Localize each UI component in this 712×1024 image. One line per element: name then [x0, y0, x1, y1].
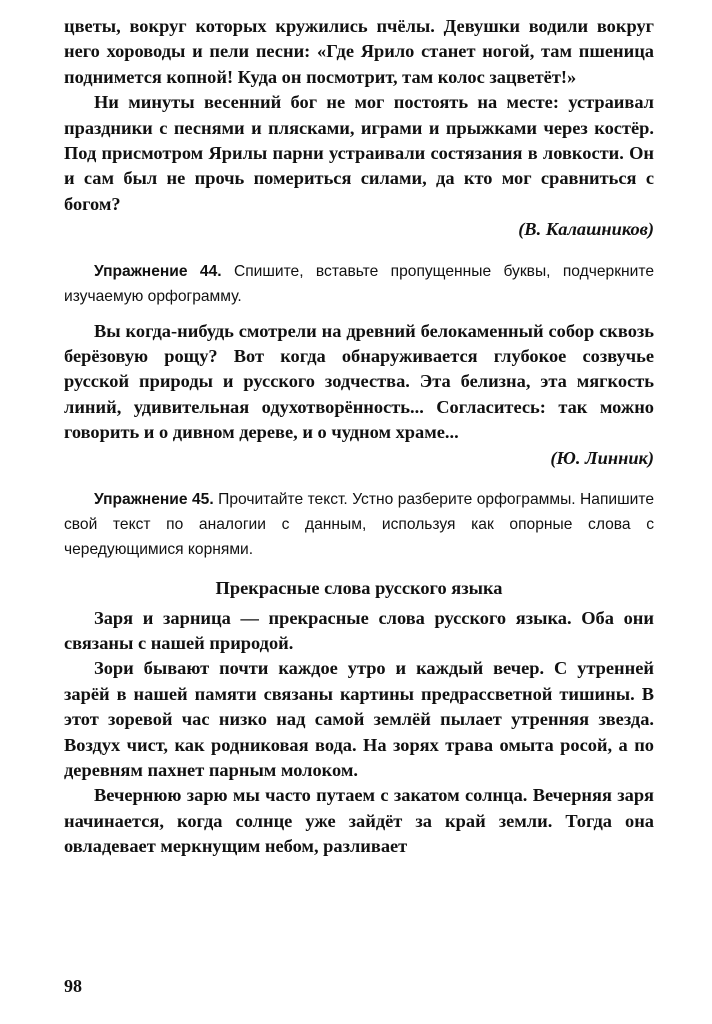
- page-number: 98: [64, 976, 82, 996]
- exercise-44: [64, 259, 654, 471]
- exercise-45-instruction: [64, 487, 654, 562]
- exercise-45-paragraph: Вечернюю зарю мы часто путаем с закатом солнца. Вечерняя заря начинается, когда солнце уже зайдёт за край земли. Тогда она овладевает меркнущим небом, разливает: [64, 785, 654, 857]
- passage-paragraph: Ни минуты весенний бог не мог постоять на месте: устраивал праздники с песнями и плясками, играми и прыжками через костёр. Под присмотром Ярилы парни устраивали состязания в ловкости. Он и сам был не прочь помериться силами, да кто мог сравниться с богом?: [64, 92, 654, 214]
- exercise-45-paragraph: Заря и зарница — прекрасные слова русского языка. Оба они связаны с нашей природой.: [64, 607, 654, 653]
- passage-paragraph: цветы, вокруг которых кружились пчёлы. Девушки водили вокруг него хороводы и пели песни: «Где Ярило станет ногой, там пшеница поднимется копной! Куда он посмотрит, там колос зацветёт!»: [64, 16, 654, 87]
- exercise-45: [64, 487, 654, 859]
- exercise-44-author: (Ю. Линник): [550, 447, 654, 468]
- exercise-44-task: Спишите, вставьте пропущенные буквы, подчеркните изучаемую орфограмму.: [64, 262, 654, 305]
- exercise-45-task: Прочитайте текст. Устно разберите орфограммы. Напишите свой текст по аналогии с данным, используя как опорные слова с чередующимися корнями.: [64, 491, 654, 559]
- exercise-44-text: Вы когда-нибудь смотрели на древний белокаменный собор сквозь берёзовую рощу? Вот когда обнаруживается глубокое созвучье русской природы и русского зодчества. Эта белизна, эта мягкость линий, удивительная одухотворённость... Согласитесь: так можно говорить и о дивном дереве, и о чудном храме...: [64, 320, 654, 443]
- exercise-44-instruction: [64, 259, 654, 309]
- exercise-45-label: Упражнение 45.: [94, 491, 214, 509]
- exercise-44-label: Упражнение 44.: [94, 262, 222, 280]
- textbook-page: [64, 14, 654, 860]
- passage-author: (В. Калашников): [518, 219, 654, 240]
- exercise-45-paragraph: Зори бывают почти каждое утро и каждый вечер. С утренней зарёй в нашей памяти связаны картины предрассветной тишины. В этот зоревой час низко над самой землёй пылает утренняя звезда. Воздух чист, как родниковая вода. На зорях трава омыта росой, а по деревням пахнет парным молоком.: [64, 658, 654, 780]
- exercise-45-title: Прекрасные слова русского языка: [215, 578, 503, 599]
